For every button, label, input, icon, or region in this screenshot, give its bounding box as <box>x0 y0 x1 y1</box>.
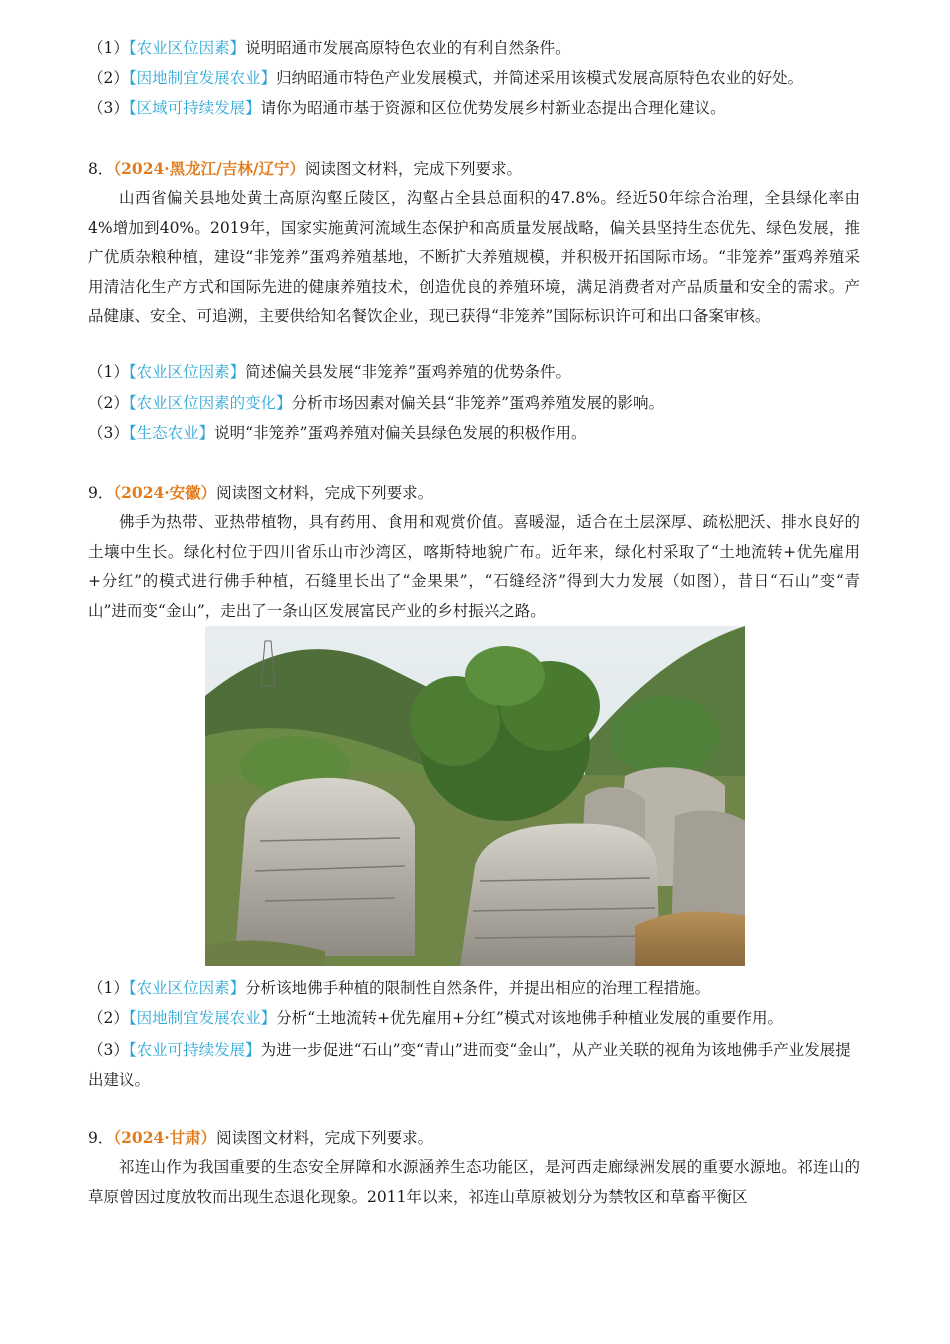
sub-number: （2） <box>88 1009 129 1027</box>
q7-sub-3 <box>88 97 868 119</box>
question-prompt: 阅读图文材料，完成下列要求。 <box>216 484 434 502</box>
sub-text: 简述偏关县发展“非笼养”蛋鸡养殖的优势条件。 <box>245 363 571 381</box>
question-number: 8． <box>88 160 114 178</box>
sub-text: 说明“非笼养”蛋鸡养殖对偏关县绿色发展的积极作用。 <box>214 424 587 442</box>
q8-header <box>88 158 522 180</box>
topic-tag: 【因地制宜发展农业】 <box>128 1009 277 1027</box>
sub-number: （3） <box>88 424 129 442</box>
sub-number: （1） <box>88 979 129 997</box>
sub-number: （1） <box>88 39 129 57</box>
question-source: （2024·黑龙江/吉林/辽宁） <box>113 159 305 178</box>
q9a-material: 佛手为热带、亚热带植物，具有药用、食用和观赏价值。喜暖湿，适合在土层深厚、疏松肥沃、排水良好的土壤中生长。绿化村位于四川省乐山市沙湾区，喀斯特地貌广布。近年来，绿化村采取了“土地流转+优先雇用+分红”的模式进行佛手种植，石缝里长出了“金果果”，“石缝经济”得到大力发展（如图），昔日“石山”变“青山”进而变“金山”，走出了一条山区发展富民产业的乡村振兴之路。 <box>88 513 860 620</box>
sub-number: （2） <box>88 394 129 412</box>
question-source: （2024·甘肃） <box>113 1128 217 1147</box>
q9a-sub-2 <box>88 1007 868 1029</box>
q9a-header <box>88 482 433 504</box>
karst-citron-photo <box>205 626 745 966</box>
question-prompt: 阅读图文材料，完成下列要求。 <box>304 160 522 178</box>
question-number: 9． <box>88 484 114 502</box>
sub-text: 分析该地佛手种植的限制性自然条件，并提出相应的治理工程措施。 <box>245 979 711 997</box>
question-prompt: 阅读图文材料，完成下列要求。 <box>216 1129 434 1147</box>
q9a-sub-3 <box>88 1035 860 1095</box>
sub-text: 请你为昭通市基于资源和区位优势发展乡村新业态提出合理化建议。 <box>260 99 726 117</box>
topic-tag: 【农业区位因素】 <box>128 363 246 381</box>
sub-text: 归纳昭通市特色产业发展模式，并简述采用该模式发展高原特色农业的好处。 <box>276 69 804 87</box>
sub-text: 分析市场因素对偏关县“非笼养”蛋鸡养殖发展的影响。 <box>291 394 664 412</box>
q7-sub-1 <box>88 37 868 59</box>
topic-tag: 【农业区位因素的变化】 <box>128 394 292 412</box>
q8-sub-3 <box>88 422 868 444</box>
topic-tag: 【农业区位因素】 <box>128 39 246 57</box>
topic-tag: 【农业可持续发展】 <box>128 1041 261 1059</box>
q8-material: 山西省偏关县地处黄土高原沟壑丘陵区，沟壑占全县总面积的47.8%。经近50年综合治理，全县绿化率由4%增加到40%。2019年，国家实施黄河流域生态保护和高质量发展战略，偏关县坚持生态优先、绿色发展，推广优质杂粮种植，建设“非笼养”蛋鸡养殖基地，不断扩大养殖规模，并积极开拓国际市场。“非笼养”蛋鸡养殖采用清洁化生产方式和国际先进的健康养殖技术，创造优良的养殖环境，满足消费者对产品质量和安全的需求。产品健康、安全、可追溯，主要供给知名餐饮企业，现已获得“非笼养”国际标识许可和出口备案审核。 <box>88 189 860 325</box>
q7-sub-2 <box>88 67 868 89</box>
sub-text: 为进一步促进“石山”变“青山”进而变“金山”，从产业关联的视角为该地佛手产业发展提出建议。 <box>88 1041 851 1089</box>
question-source: （2024·安徽） <box>113 483 217 502</box>
topic-tag: 【生态农业】 <box>128 424 215 442</box>
q9a-sub-1 <box>88 977 868 999</box>
question-number: 9． <box>88 1129 114 1147</box>
sub-number: （1） <box>88 363 129 381</box>
q8-sub-1 <box>88 361 868 383</box>
topic-tag: 【农业区位因素】 <box>128 979 246 997</box>
topic-tag: 【区域可持续发展】 <box>128 99 261 117</box>
sub-text: 分析“土地流转+优先雇用+分红”模式对该地佛手种植业发展的重要作用。 <box>276 1009 783 1027</box>
sub-number: （3） <box>88 1041 129 1059</box>
sub-text: 说明昭通市发展高原特色农业的有利自然条件。 <box>245 39 571 57</box>
q9b-header <box>88 1127 433 1149</box>
q8-sub-2 <box>88 392 868 414</box>
topic-tag: 【因地制宜发展农业】 <box>128 69 277 87</box>
sub-number: （3） <box>88 99 129 117</box>
sub-number: （2） <box>88 69 129 87</box>
q9b-material: 祁连山作为我国重要的生态安全屏障和水源涵养生态功能区，是河西走廊绿洲发展的重要水源地。祁连山的草原曾因过度放牧而出现生态退化现象。2011年以来，祁连山草原被划分为禁牧区和草畜平衡区 <box>88 1158 860 1206</box>
